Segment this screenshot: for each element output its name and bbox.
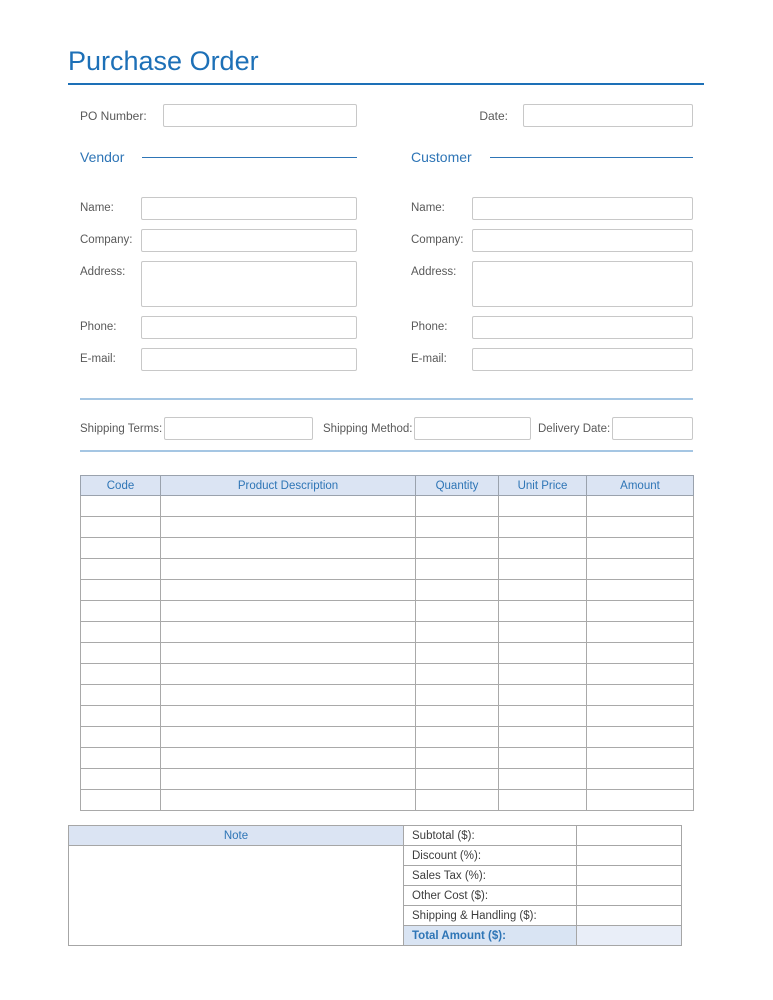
customer-heading-rule	[490, 157, 693, 158]
vendor-heading-rule	[142, 157, 357, 158]
summary-table-body	[69, 826, 682, 946]
delivery-date-label: Delivery Date:	[538, 422, 611, 435]
column-header-product-description: Product Description	[161, 476, 416, 496]
column-header-code: Code	[81, 476, 161, 496]
total-value-total-amount[interactable]	[577, 926, 682, 946]
item-row	[81, 643, 694, 664]
total-label-shipping-handling: Shipping & Handling ($):	[404, 906, 577, 926]
item-cell-quantity[interactable]	[416, 538, 499, 559]
item-cell-amount[interactable]	[587, 601, 694, 622]
item-cell-quantity[interactable]	[416, 769, 499, 790]
item-cell-product-description[interactable]	[161, 769, 416, 790]
customer-heading: Customer	[411, 149, 472, 165]
item-cell-code[interactable]	[81, 664, 161, 685]
item-row	[81, 664, 694, 685]
item-cell-product-description[interactable]	[161, 643, 416, 664]
vendor-name-input[interactable]	[141, 197, 357, 220]
item-cell-quantity[interactable]	[416, 559, 499, 580]
items-table-body	[81, 496, 694, 811]
item-cell-code[interactable]	[81, 643, 161, 664]
shipping-method-label: Shipping Method:	[323, 422, 413, 435]
item-cell-amount[interactable]	[587, 538, 694, 559]
shipping-row	[80, 417, 693, 440]
customer-name-label: Name:	[411, 202, 445, 214]
item-cell-code[interactable]	[81, 706, 161, 727]
item-row	[81, 769, 694, 790]
item-row	[81, 538, 694, 559]
summary-row-discount	[69, 846, 682, 866]
item-cell-unit-price[interactable]	[499, 664, 587, 685]
parties-section	[80, 149, 693, 380]
item-row	[81, 727, 694, 748]
item-cell-quantity[interactable]	[416, 790, 499, 811]
item-cell-quantity[interactable]	[416, 580, 499, 601]
vendor-company-input[interactable]	[141, 229, 357, 252]
item-cell-unit-price[interactable]	[499, 790, 587, 811]
item-cell-product-description[interactable]	[161, 580, 416, 601]
item-cell-amount[interactable]	[587, 790, 694, 811]
total-label-total-amount: Total Amount ($):	[404, 926, 577, 946]
item-cell-quantity[interactable]	[416, 685, 499, 706]
item-cell-unit-price[interactable]	[499, 769, 587, 790]
item-cell-code[interactable]	[81, 622, 161, 643]
item-cell-unit-price[interactable]	[499, 622, 587, 643]
item-row	[81, 790, 694, 811]
po-number-label: PO Number:	[80, 108, 147, 123]
total-value-discount[interactable]	[577, 846, 682, 866]
item-cell-quantity[interactable]	[416, 643, 499, 664]
summary-row-subtotal	[69, 826, 682, 846]
item-cell-quantity[interactable]	[416, 748, 499, 769]
column-header-amount: Amount	[587, 476, 694, 496]
items-header-row	[81, 476, 694, 496]
total-label-discount: Discount (%):	[404, 846, 577, 866]
po-number-input[interactable]	[163, 104, 357, 127]
delivery-date-input[interactable]	[612, 417, 693, 440]
po-header-row	[80, 104, 693, 127]
item-cell-quantity[interactable]	[416, 664, 499, 685]
vendor-phone-input[interactable]	[141, 316, 357, 339]
shipping-method-input[interactable]	[414, 417, 531, 440]
item-cell-amount[interactable]	[587, 622, 694, 643]
item-cell-product-description[interactable]	[161, 517, 416, 538]
item-cell-amount[interactable]	[587, 769, 694, 790]
item-row	[81, 496, 694, 517]
item-cell-code[interactable]	[81, 769, 161, 790]
item-cell-unit-price[interactable]	[499, 559, 587, 580]
item-cell-code[interactable]	[81, 601, 161, 622]
shipping-terms-input[interactable]	[164, 417, 313, 440]
vendor-company-label: Company:	[80, 234, 133, 246]
item-cell-amount[interactable]	[587, 727, 694, 748]
item-cell-amount[interactable]	[587, 748, 694, 769]
item-cell-unit-price[interactable]	[499, 538, 587, 559]
customer-address-label: Address:	[411, 266, 457, 278]
item-cell-code[interactable]	[81, 538, 161, 559]
total-value-sales-tax[interactable]	[577, 866, 682, 886]
item-cell-product-description[interactable]	[161, 748, 416, 769]
customer-phone-label: Phone:	[411, 321, 448, 333]
item-cell-unit-price[interactable]	[499, 496, 587, 517]
item-cell-product-description[interactable]	[161, 706, 416, 727]
item-cell-amount[interactable]	[587, 496, 694, 517]
item-cell-quantity[interactable]	[416, 727, 499, 748]
total-label-subtotal: Subtotal ($):	[404, 826, 577, 846]
item-cell-quantity[interactable]	[416, 496, 499, 517]
item-cell-unit-price[interactable]	[499, 685, 587, 706]
item-cell-quantity[interactable]	[416, 622, 499, 643]
item-cell-amount[interactable]	[587, 580, 694, 601]
customer-phone-input[interactable]	[472, 316, 693, 339]
item-cell-product-description[interactable]	[161, 622, 416, 643]
item-cell-product-description[interactable]	[161, 559, 416, 580]
customer-company-label: Company:	[411, 234, 464, 246]
item-cell-amount[interactable]	[587, 664, 694, 685]
item-row	[81, 559, 694, 580]
item-cell-unit-price[interactable]	[499, 517, 587, 538]
date-field-group	[479, 104, 693, 127]
customer-email-input[interactable]	[472, 348, 693, 371]
item-cell-product-description[interactable]	[161, 496, 416, 517]
customer-address-input[interactable]	[472, 261, 693, 307]
shipping-terms-label: Shipping Terms:	[80, 422, 163, 435]
item-cell-product-description[interactable]	[161, 790, 416, 811]
item-row	[81, 685, 694, 706]
item-cell-unit-price[interactable]	[499, 601, 587, 622]
item-cell-code[interactable]	[81, 790, 161, 811]
vendor-heading: Vendor	[80, 149, 125, 165]
date-label: Date:	[479, 108, 508, 123]
item-cell-unit-price[interactable]	[499, 727, 587, 748]
item-cell-code[interactable]	[81, 496, 161, 517]
vendor-email-label: E-mail:	[80, 353, 116, 365]
column-header-unit-price: Unit Price	[499, 476, 587, 496]
total-value-shipping-handling[interactable]	[577, 906, 682, 926]
summary-table	[68, 825, 682, 946]
item-cell-unit-price[interactable]	[499, 748, 587, 769]
vendor-email-input[interactable]	[141, 348, 357, 371]
customer-company-input[interactable]	[472, 229, 693, 252]
items-table	[80, 475, 694, 811]
item-cell-unit-price[interactable]	[499, 580, 587, 601]
note-header: Note	[69, 826, 404, 846]
vendor-phone-label: Phone:	[80, 321, 117, 333]
date-input[interactable]	[523, 104, 693, 127]
item-row	[81, 580, 694, 601]
item-row	[81, 601, 694, 622]
column-header-quantity: Quantity	[416, 476, 499, 496]
section-divider-bottom	[80, 450, 693, 452]
item-row	[81, 517, 694, 538]
customer-section	[411, 149, 693, 380]
item-cell-code[interactable]	[81, 580, 161, 601]
item-cell-amount[interactable]	[587, 559, 694, 580]
item-cell-unit-price[interactable]	[499, 706, 587, 727]
note-input-area[interactable]	[69, 846, 404, 946]
item-cell-quantity[interactable]	[416, 517, 499, 538]
item-cell-product-description[interactable]	[161, 601, 416, 622]
item-cell-code[interactable]	[81, 685, 161, 706]
vendor-name-label: Name:	[80, 202, 114, 214]
item-cell-product-description[interactable]	[161, 538, 416, 559]
item-cell-product-description[interactable]	[161, 685, 416, 706]
item-cell-code[interactable]	[81, 559, 161, 580]
customer-email-label: E-mail:	[411, 353, 447, 365]
title-underline	[68, 83, 704, 85]
item-cell-amount[interactable]	[587, 706, 694, 727]
item-cell-amount[interactable]	[587, 643, 694, 664]
vendor-section	[80, 149, 357, 380]
item-cell-quantity[interactable]	[416, 706, 499, 727]
customer-name-input[interactable]	[472, 197, 693, 220]
item-cell-code[interactable]	[81, 748, 161, 769]
item-cell-code[interactable]	[81, 517, 161, 538]
total-value-other-cost[interactable]	[577, 886, 682, 906]
item-cell-quantity[interactable]	[416, 601, 499, 622]
item-cell-product-description[interactable]	[161, 664, 416, 685]
item-cell-code[interactable]	[81, 727, 161, 748]
vendor-address-label: Address:	[80, 266, 126, 278]
page-title: Purchase Order	[68, 46, 259, 76]
total-value-subtotal[interactable]	[577, 826, 682, 846]
total-label-other-cost: Other Cost ($):	[404, 886, 577, 906]
section-divider-top	[80, 398, 693, 400]
item-cell-amount[interactable]	[587, 685, 694, 706]
item-row	[81, 622, 694, 643]
total-label-sales-tax: Sales Tax (%):	[404, 866, 577, 886]
vendor-address-input[interactable]	[141, 261, 357, 307]
item-row	[81, 748, 694, 769]
item-cell-product-description[interactable]	[161, 727, 416, 748]
item-cell-unit-price[interactable]	[499, 643, 587, 664]
item-row	[81, 706, 694, 727]
item-cell-amount[interactable]	[587, 517, 694, 538]
